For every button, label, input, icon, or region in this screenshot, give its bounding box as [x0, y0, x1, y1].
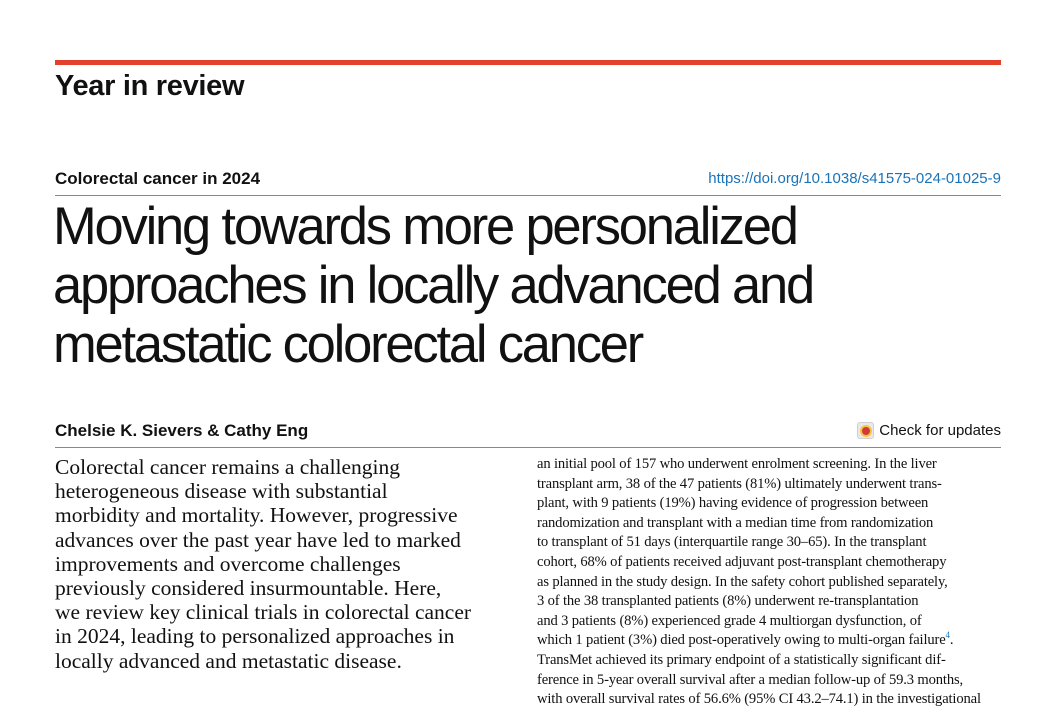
- header-accent-rule: [55, 60, 1001, 65]
- divider: [55, 195, 1001, 196]
- divider: [55, 447, 1001, 448]
- body-line: ference in 5-year overall survival after a median follow-up of 59.3 months,: [537, 671, 963, 688]
- title-line: approaches in locally advanced and: [53, 256, 813, 315]
- abstract-line: morbidity and mortality. However, progressive: [55, 503, 458, 528]
- body-line: TransMet achieved its primary endpoint of a statistically significant dif-: [537, 651, 946, 668]
- abstract-line: in 2024, leading to personalized approaches in: [55, 624, 455, 649]
- article-title: [53, 197, 1013, 374]
- body-line: to transplant of 51 days (interquartile range 30–65). In the transplant: [537, 534, 927, 551]
- check-updates-label: Check for updates: [879, 422, 1001, 439]
- body-line: cohort, 68% of patients received adjuvant post-transplant chemotherapy: [537, 553, 947, 570]
- abstract-line: heterogeneous disease with substantial: [55, 479, 388, 504]
- topic-label: Colorectal cancer in 2024: [55, 169, 261, 188]
- abstract: [55, 455, 525, 673]
- doi-link[interactable]: https://doi.org/10.1038/s41575-024-01025-9: [708, 170, 1001, 187]
- body-line: transplant arm, 38 of the 47 patients (81%) ultimately underwent trans-: [537, 475, 942, 492]
- body-line: with overall survival rates of 56.6% (95% CI 43.2–74.1) in the investigational: [537, 691, 981, 708]
- abstract-line: Colorectal cancer remains a challenging: [55, 455, 401, 479]
- body-line: randomization and transplant with a median time from randomization: [537, 514, 934, 531]
- body-line: plant, with 9 patients (19%) having evidence of progression between: [537, 495, 929, 512]
- body-line: an initial pool of 157 who underwent enrolment screening. In the liver: [537, 456, 937, 472]
- body-text-column: [537, 455, 1003, 710]
- abstract-line: advances over the past year have led to marked: [55, 527, 461, 552]
- check-updates-icon: [857, 422, 874, 439]
- abstract-line: previously considered insurmountable. Here,: [55, 576, 442, 601]
- body-line: which 1 patient (3%) died post-operatively owing to multi-organ failure: [537, 632, 946, 649]
- check-for-updates-button[interactable]: [857, 422, 1001, 439]
- abstract-line: we review key clinical trials in colorectal cancer: [55, 600, 472, 625]
- section-label: Year in review: [55, 70, 245, 102]
- body-line-with-reference: [537, 631, 1003, 651]
- title-line: Moving towards more personalized: [53, 197, 797, 256]
- title-line: metastatic colorectal cancer: [53, 315, 643, 374]
- body-line: and 3 patients (8%) experienced grade 4 multiorgan dysfunction, of: [537, 612, 922, 629]
- reference-suffix: .: [949, 632, 954, 649]
- abstract-line: improvements and overcome challenges: [55, 551, 401, 576]
- body-line: 3 of the 38 transplanted patients (8%) underwent re-transplantation: [537, 593, 919, 610]
- abstract-line: locally advanced and metastatic disease.: [55, 648, 402, 673]
- body-line: as planned in the study design. In the safety cohort published separately,: [537, 573, 948, 590]
- reference-link[interactable]: 4: [945, 630, 950, 641]
- authors: Chelsie K. Sievers & Cathy Eng: [55, 421, 309, 440]
